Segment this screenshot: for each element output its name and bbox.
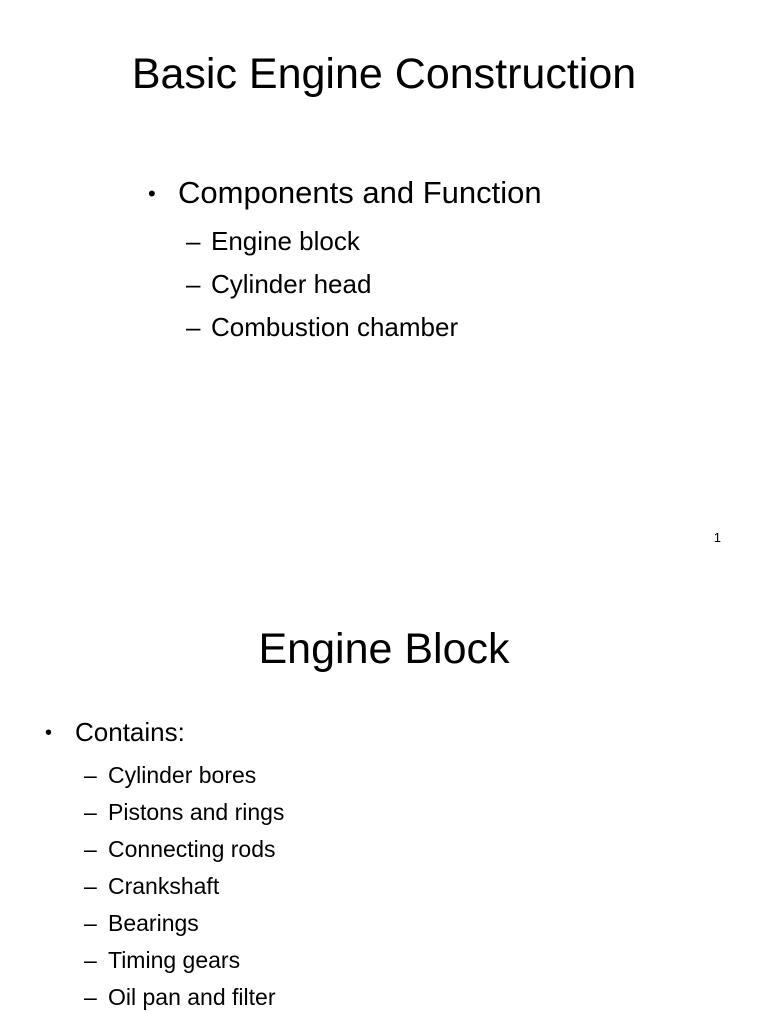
sub-bullet-text: Crankshaft (108, 873, 220, 899)
dash-icon: – (186, 226, 201, 256)
slide-title: Basic Engine Construction (131, 50, 637, 98)
sub-bullet-list (84, 757, 284, 1016)
bullet-dot-icon: • (148, 181, 156, 206)
dash-icon: – (84, 762, 97, 788)
slide-2 (0, 576, 768, 1024)
sub-bullet-item (84, 905, 284, 942)
sub-bullet-item (84, 831, 284, 868)
dash-icon: – (84, 836, 97, 862)
sub-bullet-text: Engine block (211, 226, 360, 256)
sub-bullet-text: Connecting rods (108, 836, 276, 862)
slide-title: Engine Block (258, 625, 510, 673)
sub-bullet-item (84, 979, 284, 1016)
dash-icon: – (84, 799, 97, 825)
sub-bullet-text: Combustion chamber (211, 312, 459, 342)
main-bullet (148, 175, 542, 211)
sub-bullet-text: Cylinder bores (108, 762, 257, 788)
main-bullet-text: Contains: (75, 717, 185, 747)
sub-bullet-item (84, 868, 284, 905)
page-number: 1 (713, 530, 721, 545)
sub-bullet-list (186, 220, 458, 349)
slide-separator (0, 560, 768, 576)
sub-bullet-text: Cylinder head (211, 269, 372, 299)
dash-icon: – (84, 910, 97, 936)
main-bullet (45, 716, 185, 748)
sub-bullet-item (84, 757, 284, 794)
sub-bullet-item (84, 942, 284, 979)
sub-bullet-text: Oil pan and filter (108, 984, 276, 1010)
sub-bullet-item (186, 263, 458, 306)
main-bullet-text: Components and Function (178, 175, 542, 210)
dash-icon: – (84, 947, 97, 973)
dash-icon: – (84, 984, 97, 1010)
sub-bullet-text: Bearings (108, 910, 199, 936)
bullet-dot-icon: • (45, 722, 53, 744)
sub-bullet-text: Pistons and rings (108, 799, 285, 825)
sub-bullet-text: Timing gears (108, 947, 241, 973)
dash-icon: – (84, 873, 97, 899)
dash-icon: – (186, 312, 201, 342)
sub-bullet-item (186, 220, 458, 263)
dash-icon: – (186, 269, 201, 299)
sub-bullet-item (186, 306, 458, 349)
sub-bullet-item (84, 794, 284, 831)
